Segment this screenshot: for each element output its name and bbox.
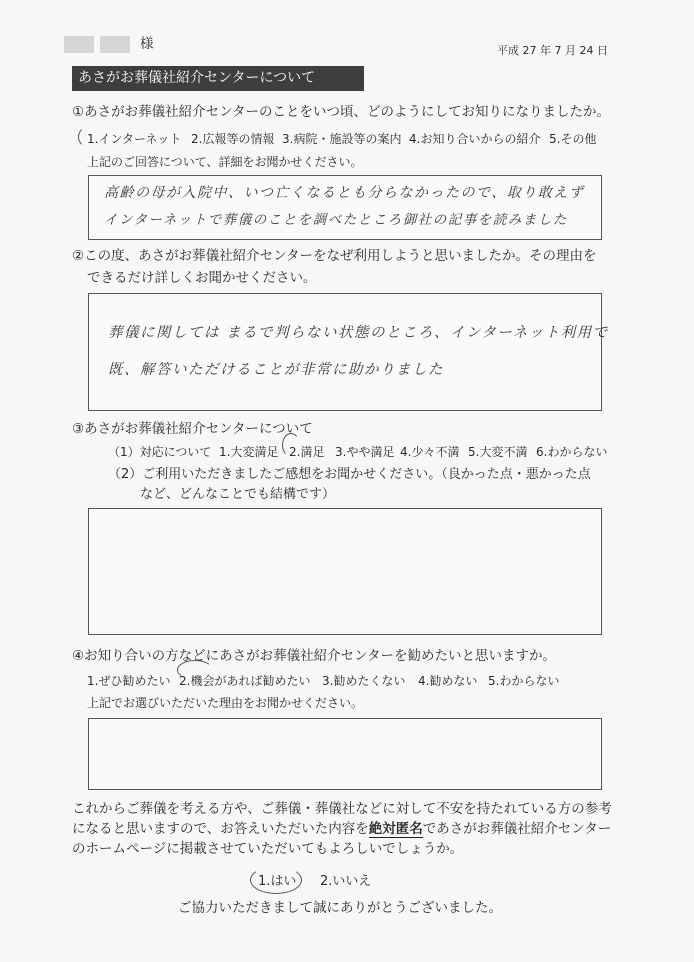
- q1-option-2[interactable]: 2.広報等の情報: [191, 132, 275, 146]
- q3-option-2[interactable]: 2.満足: [289, 445, 325, 459]
- q3-option-5[interactable]: 5.大変不満: [468, 445, 528, 459]
- q1-question: ①あさがお葬儀社紹介センターのことをいつ頃、どのようにしてお知りになりましたか。: [72, 104, 611, 120]
- q4-question: ④お知り合いの方などにあさがお葬儀社紹介センターを勧めたいと思いますか。: [72, 648, 557, 664]
- consent-line-1: これからご葬儀を考える方や、ご葬儀・葬儀社などに対して不安を持たれている方の参考: [72, 801, 612, 817]
- q1-option-4[interactable]: 4.お知り合いからの紹介: [409, 132, 541, 146]
- q3-option-6[interactable]: 6.わからない: [536, 445, 608, 459]
- q4-option-2[interactable]: 2.機会があれば勧めたい: [179, 674, 311, 688]
- consent-line-2: [72, 820, 611, 838]
- q4-selection-mark: [177, 660, 213, 680]
- redacted-name-2: [100, 36, 130, 53]
- consent-line-2-post: であさがお葬儀社紹介センター: [422, 821, 612, 837]
- q3-option-1[interactable]: 1.大変満足: [219, 445, 279, 459]
- q3-sub2-line-1: （2）ご利用いただきましたご感想をお聞かせください。（良かった点・悪かった点: [108, 467, 591, 482]
- q4-option-4[interactable]: 4.勧めない: [418, 674, 478, 688]
- redacted-name-1: [64, 36, 94, 53]
- q2-answer-box[interactable]: [88, 293, 602, 411]
- consent-option-yes[interactable]: 1.はい: [258, 874, 297, 889]
- q3-selection-mark: [282, 433, 300, 457]
- q1-answer-line-2: インターネットで葬儀のことを調べたところ御社の記事を読みました: [104, 212, 568, 228]
- q2-question-line-2: できるだけ詳しくお聞かせください。: [87, 270, 317, 286]
- section-title-bar: [72, 66, 364, 91]
- q4-option-3[interactable]: 3.勧めたくない: [322, 674, 406, 688]
- q1-answer-line-1: 高齢の母が入院中、いつ亡くなるとも分らなかったので、取り敢えず: [104, 185, 585, 201]
- footer-thanks: ご協力いただきまして誠にありがとうございました。: [178, 900, 502, 916]
- q2-question-line-1: ②この度、あさがお葬儀社紹介センターをなぜ利用しようと思いましたか。その理由を: [72, 248, 597, 264]
- q1-option-1[interactable]: 1.インターネット: [87, 132, 182, 146]
- q4-option-5[interactable]: 5.わからない: [488, 674, 560, 688]
- q1-option-5[interactable]: 5.その他: [549, 132, 597, 146]
- q3-sub2-line-2: など、どんなことでも結構です）: [140, 487, 336, 502]
- q3-option-4[interactable]: 4.少々不満: [400, 445, 460, 459]
- recipient-suffix: 様: [140, 36, 154, 52]
- q3-answer-box[interactable]: [88, 508, 602, 635]
- date: 平成 27 年 7 月 24 日: [497, 44, 608, 57]
- section-title: あさがお葬儀社紹介センターについて: [78, 70, 316, 86]
- consent-line-2-pre: になると思いますので、お答えいただいた内容を: [72, 821, 369, 837]
- q3-option-3[interactable]: 3.やや満足: [335, 445, 395, 459]
- q3-question: ③あさがお葬儀社紹介センターについて: [72, 421, 313, 437]
- consent-anonymous-emphasis: 絶対匿名: [368, 821, 423, 837]
- q3-sub1-label: （1）対応について: [108, 445, 212, 459]
- consent-selection-mark: [250, 866, 302, 894]
- q1-followup: 上記のご回答について、詳細をお聞かせください。: [87, 155, 363, 169]
- consent-option-no[interactable]: 2.いいえ: [320, 874, 372, 889]
- q1-option-3[interactable]: 3.病院・施設等の案内: [282, 132, 402, 146]
- q1-selection-mark: [78, 126, 102, 148]
- q4-followup: 上記でお選びいただいた理由をお聞かせください。: [87, 696, 364, 710]
- q4-option-1[interactable]: 1.ぜひ勧めたい: [87, 674, 171, 688]
- q4-answer-box[interactable]: [88, 718, 602, 790]
- consent-line-3: のホームページに掲載させていただいてもよろしいでしょうか。: [72, 841, 464, 857]
- q2-answer-line-1: 葬儀に関しては まるで判らない状態のところ、インターネット利用で: [108, 325, 609, 341]
- q2-answer-line-2: 既、解答いただけることが非常に助かりました: [108, 362, 444, 378]
